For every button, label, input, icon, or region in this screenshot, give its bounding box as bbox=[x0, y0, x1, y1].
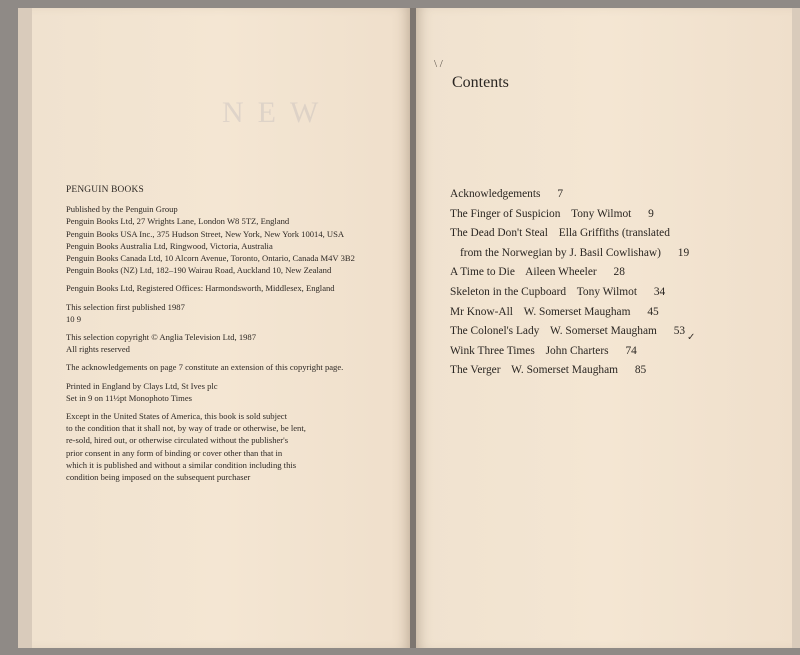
toc-author: W. Somerset Maugham bbox=[550, 325, 657, 338]
condition-line: Except in the United States of America, this book is sold subject bbox=[66, 411, 288, 422]
first-published: This selection first published 1987 bbox=[66, 301, 185, 312]
condition-line: to the condition that it shall not, by way of trade or otherwise, be lent, bbox=[66, 423, 306, 434]
pencil-tick-icon: ✓ bbox=[687, 332, 696, 343]
toc-title: The Verger bbox=[450, 364, 501, 377]
print-line: 10 9 bbox=[66, 313, 82, 324]
pencil-mark: \ / bbox=[434, 58, 443, 70]
toc-page: 28 bbox=[613, 266, 625, 279]
toc-entry bbox=[450, 286, 750, 306]
toc-title: The Finger of Suspicion bbox=[450, 207, 561, 220]
publisher-group-lines bbox=[66, 203, 386, 276]
toc-title: Mr Know-All bbox=[450, 305, 513, 318]
toc-author: John Charters bbox=[545, 344, 609, 357]
imprint-line: Penguin Books Canada Ltd, 10 Alcorn Avenue, Toronto, Ontario, Canada M4V 3B2 bbox=[66, 253, 355, 264]
imprint-line: Published by the Penguin Group bbox=[66, 204, 178, 215]
imprint-line: Penguin Books Ltd, 27 Wrights Lane, London W8 5TZ, England bbox=[66, 216, 290, 227]
toc-author: Tony Wilmot bbox=[571, 207, 632, 220]
toc-page: 19 bbox=[677, 246, 690, 259]
toc-entry bbox=[450, 306, 750, 326]
bleed-through-print: NEW bbox=[222, 96, 333, 129]
publisher-name: PENGUIN BOOKS bbox=[66, 185, 144, 195]
toc-entry bbox=[450, 266, 750, 286]
imprint-line: Penguin Books (NZ) Ltd, 182–190 Wairau Road, Auckland 10, New Zealand bbox=[66, 265, 332, 276]
toc-page: 85 bbox=[634, 364, 647, 377]
toc-entry bbox=[450, 227, 750, 247]
toc-title: The Dead Don't Steal bbox=[450, 227, 548, 240]
acknowledgements-note: The acknowledgements on page 7 constitute an extension of this copyright page. bbox=[66, 362, 344, 373]
toc-author: Ella Griffiths (translated bbox=[558, 227, 670, 240]
sale-conditions bbox=[66, 410, 386, 483]
toc-entry bbox=[450, 345, 750, 365]
toc-author: W. Somerset Maugham bbox=[523, 305, 631, 318]
toc-page: 9 bbox=[648, 207, 654, 220]
printer-block bbox=[66, 380, 386, 404]
condition-line: prior consent in any form of binding or cover other than that in bbox=[66, 447, 283, 458]
toc-author: Aileen Wheeler bbox=[525, 266, 597, 279]
toc-title: Wink Three Times bbox=[450, 344, 535, 357]
printer-line: Printed in England by Clays Ltd, St Ives plc bbox=[66, 380, 218, 391]
toc-title: from the Norwegian by J. Basil Cowlishaw) bbox=[460, 246, 661, 259]
toc-page: 7 bbox=[557, 188, 564, 200]
condition-line: condition being imposed on the subsequent purchaser bbox=[66, 472, 251, 483]
toc-entry bbox=[450, 325, 750, 345]
toc-title: The Colonel's Lady bbox=[450, 325, 540, 338]
imprint-line: Penguin Books USA Inc., 375 Hudson Street, New York, New York 10014, USA bbox=[66, 228, 345, 239]
toc-page: 53 bbox=[673, 325, 686, 338]
toc-entry bbox=[450, 208, 750, 228]
copyright-block bbox=[66, 331, 386, 355]
rights-line: All rights reserved bbox=[66, 344, 130, 355]
toc-page: 74 bbox=[625, 344, 637, 357]
page-title: Contents bbox=[452, 74, 509, 91]
toc-entry-continuation bbox=[450, 247, 750, 267]
toc-entry bbox=[450, 188, 750, 208]
toc-entry bbox=[450, 364, 750, 384]
toc-page: 34 bbox=[653, 285, 666, 298]
toc-title: Acknowledgements bbox=[450, 188, 541, 200]
toc-title: Skeleton in the Cupboard bbox=[450, 285, 567, 298]
toc-title: A Time to Die bbox=[450, 266, 515, 279]
publication-history bbox=[66, 301, 386, 325]
imprint-block bbox=[66, 184, 386, 489]
toc-page: 45 bbox=[647, 305, 659, 318]
copyright-line: This selection copyright © Anglia Television Ltd, 1987 bbox=[66, 332, 257, 343]
typeset-line: Set in 9 on 11½pt Monophoto Times bbox=[66, 392, 192, 403]
imprint-line: Penguin Books Australia Ltd, Ringwood, Victoria, Australia bbox=[66, 240, 273, 251]
condition-line: re-sold, hired out, or otherwise circulated without the publisher's bbox=[66, 435, 289, 446]
condition-line: which it is published and without a similar condition including this bbox=[66, 459, 297, 470]
toc-author: W. Somerset Maugham bbox=[511, 364, 618, 377]
table-of-contents bbox=[450, 188, 750, 384]
registered-office: Penguin Books Ltd, Registered Offices: Harmondsworth, Middlesex, England bbox=[66, 283, 335, 294]
toc-author: Tony Wilmot bbox=[576, 285, 637, 298]
